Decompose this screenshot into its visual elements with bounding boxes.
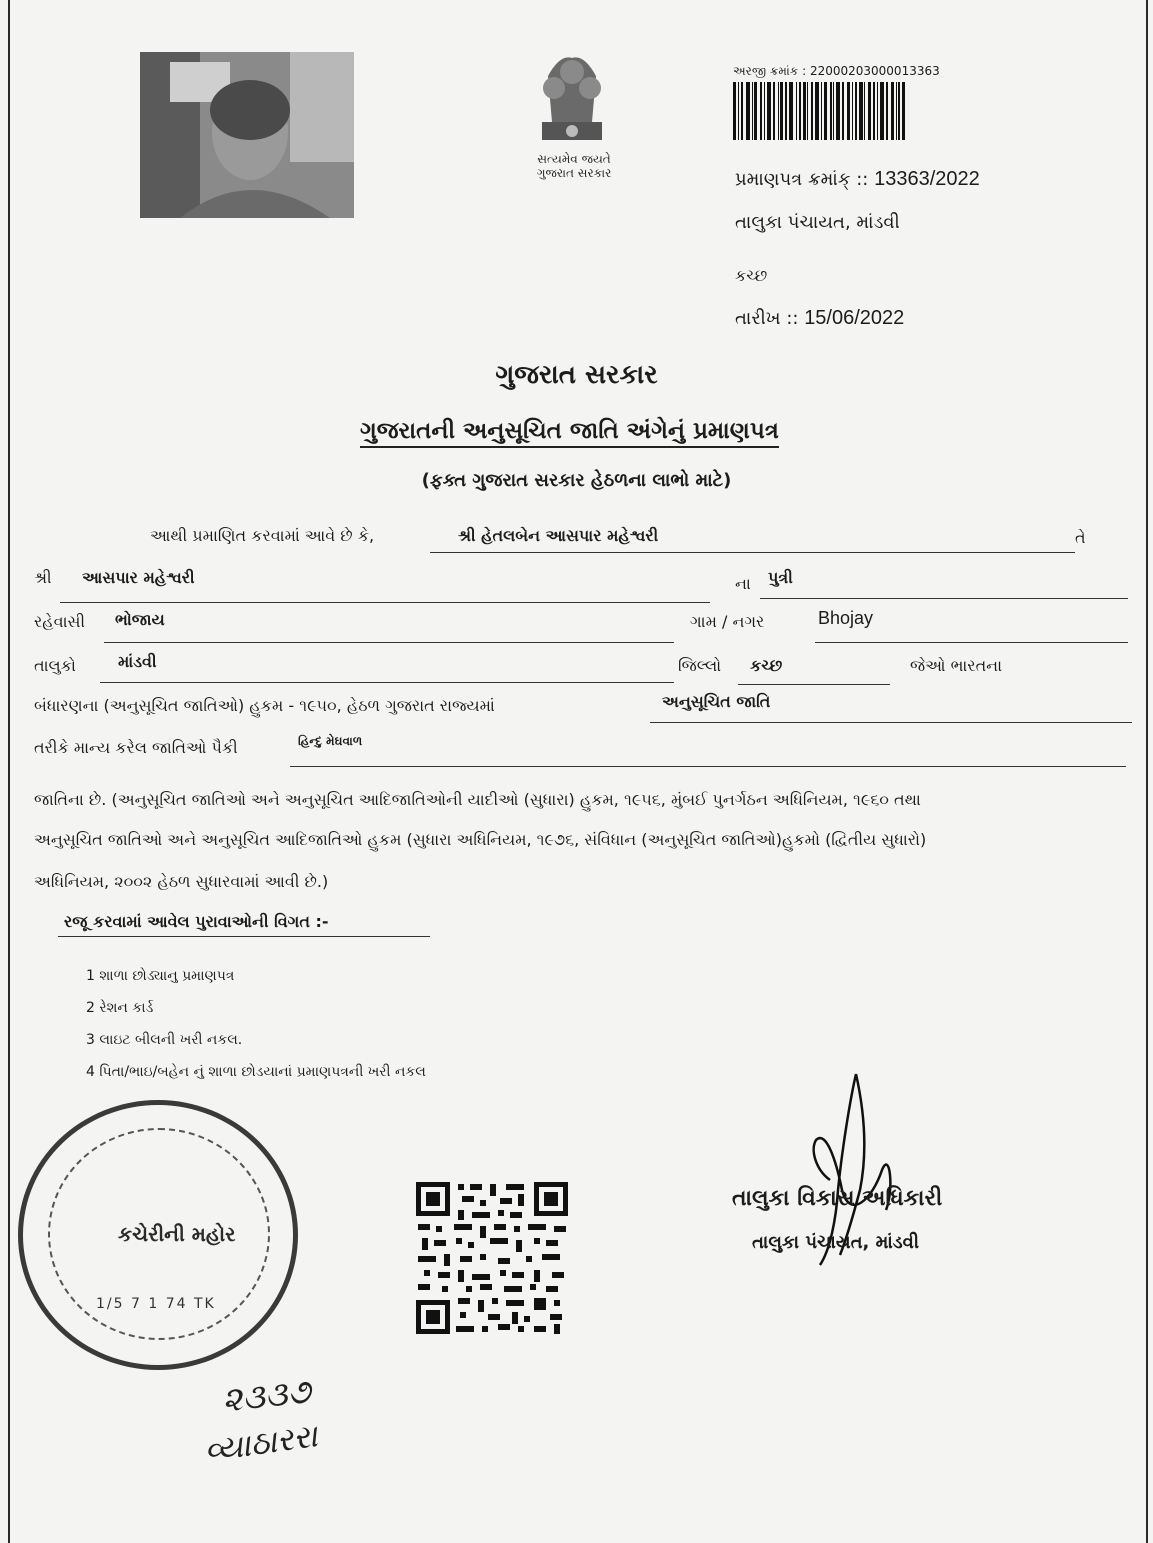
legal-paragraph-line-2: અનુસૂચિત જાતિઓ અને અનુસૂચિત આદિજાતિઓ હુકમ (સુધારા અધિનિયમ, ૧૯૭૬, સંવિધાન (અનુસૂચિત જાતિઓ)હુકમો (દ્વિતીય સુધારો) — [34, 830, 927, 849]
category-value: અનુસૂચિત જાતિ — [662, 692, 771, 711]
legal-paragraph-line-1: જાતિના છે. (અનુસૂચિત જાતિઓ અને અનુસૂચિત આદિજાતિઓની યાદીઓ (સુધારા) હુકમ, ૧૯૫૬, મુંબઈ પુનર્ગઠન અધિનિયમ, ૧૯૬૦ તથા — [34, 790, 921, 809]
qr-code — [414, 1180, 570, 1336]
village-label: ગામ / નગર — [690, 612, 765, 631]
evidence-heading: રજૂ કરવામાં આવેલ પુરાવાઓની વિગત :- — [64, 912, 329, 931]
te-label: તે — [1075, 528, 1086, 547]
constitution-text: બંધારણના (અનુસૂચિત જાતિઓ) હુકમ - ૧૯૫૦, હેઠળ ગુજરાત રાજ્યમાં — [34, 696, 495, 715]
officer-title: તાલુકા વિકાસ અધિકારી — [732, 1186, 943, 1211]
caste-value: હિન્દુ મેઘવાળ — [298, 734, 363, 748]
national-emblem-icon — [512, 36, 632, 156]
recognized-label: તરીકે માન્ય કરેલ જાતિઓ પૈકી — [34, 738, 238, 757]
na-label: ના — [735, 574, 751, 593]
application-number: અરજી ક્રમાંક : 22000203000013363 — [733, 64, 940, 78]
relation-line — [760, 598, 1128, 599]
village-value: Bhojay — [818, 608, 874, 628]
applicant-name-line — [430, 552, 1075, 553]
taluka-label: તાલુકો — [34, 656, 76, 675]
district-value: કચ્છ — [750, 656, 783, 675]
evidence-heading-underline — [58, 936, 430, 937]
relation-value: પુત્રી — [768, 568, 793, 587]
applicant-name: શ્રી હેતલબેન આસપાર મહેશ્વરી — [458, 526, 659, 545]
handwritten-word: વ્યાઠારરા — [201, 1416, 320, 1470]
shri-label: શ્રી — [34, 568, 52, 587]
page-border-left — [8, 0, 10, 1543]
certificate-title: ગુજરાતની અનુસૂચિત જાતિ અંગેનું પ્રમાણપત્ર — [360, 418, 779, 448]
emblem-motto: સત્યમેવ જયતે — [537, 152, 611, 166]
evidence-item: 3 લાઇટ બીલની ખરી નકલ. — [86, 1032, 243, 1048]
issue-date-value: 15/06/2022 — [804, 307, 905, 329]
evidence-item: 4 પિતા/ભાઇ/બહેન નું શાળા છોડયાનાં પ્રમાણપત્રની ખરી નકલ — [86, 1064, 426, 1080]
issuing-office: તાલુકા પંચાયત, માંડવી — [735, 212, 900, 233]
page-border-right — [1146, 0, 1148, 1543]
resident-value: ભોજાય — [115, 610, 165, 629]
seal-text: કચેરીની મહોર — [118, 1222, 236, 1246]
father-name: આસપાર મહેશ્વરી — [82, 568, 195, 587]
seal-bottom-text: 1/5 7 1 74 TK — [96, 1296, 216, 1312]
barcode — [733, 82, 979, 140]
resident-line — [104, 642, 674, 643]
certificate-subtitle: (ફક્ત ગુજરાત સરકાર હેઠળના લાભો માટે) — [421, 470, 732, 491]
district-line — [738, 684, 890, 685]
emblem-caption: ગુજરાત સરકાર — [536, 166, 612, 180]
district-label: જિલ્લો — [678, 656, 722, 675]
handwritten-number: ૨૩૩૭ — [220, 1371, 313, 1421]
applicant-photo — [140, 52, 354, 218]
caste-line — [290, 766, 1126, 767]
taluka-line — [100, 682, 674, 683]
evidence-list — [86, 960, 426, 1088]
application-number-value: 22000203000013363 — [809, 64, 940, 78]
issue-date: તારીખ :: 15/06/2022 — [735, 307, 905, 329]
issuing-district: કચ્છ — [735, 266, 768, 285]
citizen-label: જેઓ ભારતના — [910, 656, 1003, 675]
father-name-line — [60, 602, 710, 603]
evidence-item: 1 શાળા છોડ્યાનુ પ્રમાણપત્ર — [86, 968, 235, 984]
intro-label: આથી પ્રમાણિત કરવામાં આવે છે કે, — [150, 526, 375, 545]
taluka-value: માંડવી — [118, 652, 157, 671]
certificate-number: પ્રમાણપત્ર ક્રમાંક્ :: 13363/2022 — [735, 168, 980, 190]
government-heading: ગુજરાત સરકાર — [495, 360, 658, 390]
village-line — [815, 642, 1128, 643]
resident-label: રહેવાસી — [34, 612, 86, 631]
certificate-number-value: 13363/2022 — [874, 168, 980, 190]
officer-office: તાલુકા પંચાયત, માંડવી — [752, 1232, 919, 1253]
category-line — [650, 722, 1132, 723]
legal-paragraph-line-3: અધિનિયમ, ૨૦૦૨ હેઠળ સુધારવામાં આવી છે.) — [34, 872, 329, 891]
evidence-item: 2 રેશન કાર્ડ — [86, 1000, 154, 1016]
